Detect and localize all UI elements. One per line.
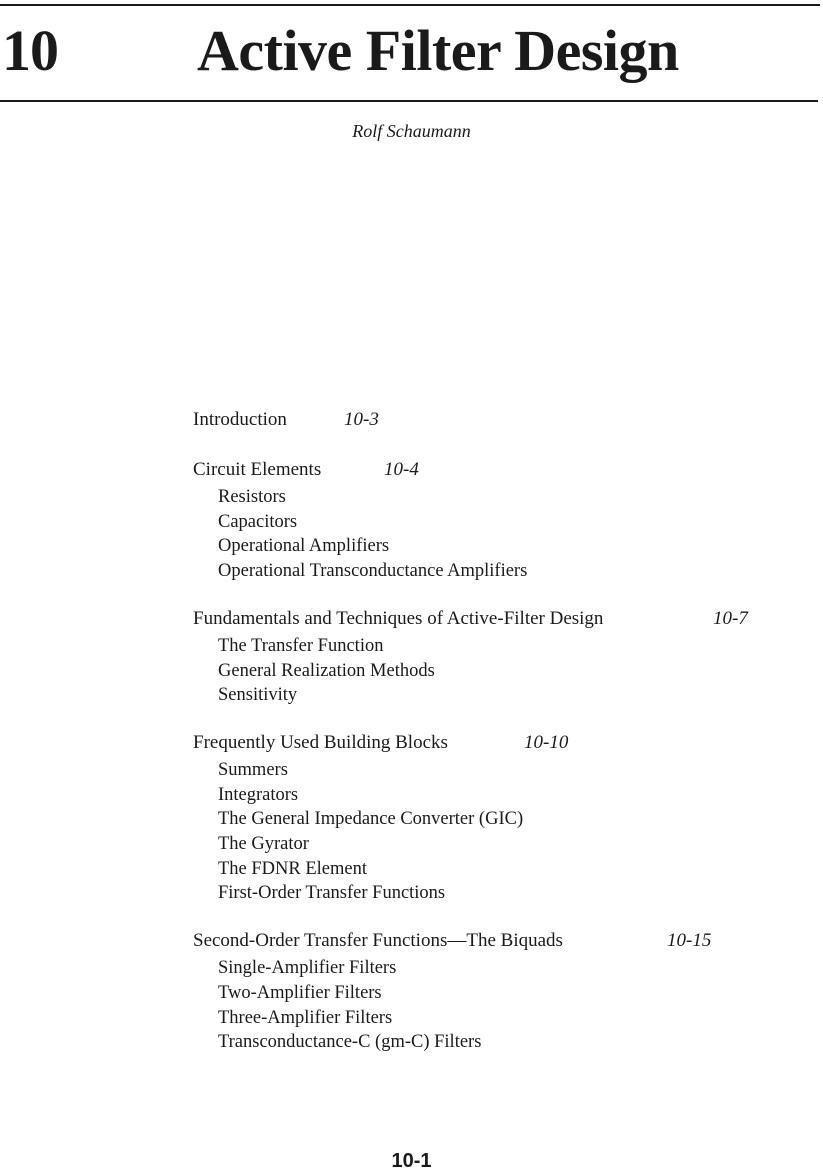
toc-subsection: Summers (218, 759, 288, 780)
toc-section-title: Frequently Used Building Blocks (193, 731, 448, 753)
toc-subsection: The FDNR Element (218, 858, 368, 879)
toc-section (193, 459, 793, 584)
toc-section (193, 732, 793, 906)
toc-section-heading (193, 409, 793, 435)
chapter-title: Active Filter Design (197, 18, 679, 83)
toc-section (193, 608, 793, 708)
toc-subsection: Operational Amplifiers (218, 536, 390, 557)
toc-section-title: Circuit Elements (193, 459, 322, 480)
toc-subsection: The General Impedance Converter (GIC) (218, 809, 524, 830)
toc-section-title: Fundamentals and Techniques of Active-Filter Design (193, 607, 604, 629)
toc-section-heading (193, 608, 793, 634)
page-number: 10-1 (391, 1150, 432, 1172)
toc-section-page: 10-15 (667, 930, 712, 952)
author-name: Rolf Schaumann (352, 121, 471, 141)
toc-subsection: Sensitivity (218, 685, 298, 706)
toc-section-page: 10-3 (344, 409, 379, 430)
toc-section (193, 930, 793, 1055)
toc-subsection: Resistors (218, 487, 286, 507)
toc-section-heading (193, 930, 793, 956)
bottom-rule (0, 100, 818, 102)
toc-section-page: 10-10 (524, 731, 569, 753)
toc-subsection: Three-Amplifier Filters (218, 1007, 393, 1028)
toc-subsection: Capacitors (218, 511, 298, 532)
chapter-number: 10 (2, 18, 58, 83)
toc-subsection: The Transfer Function (218, 635, 384, 656)
toc-section-heading (193, 732, 793, 758)
toc-subsection: Single-Amplifier Filters (218, 958, 397, 979)
toc-subsection: The Gyrator (218, 834, 309, 855)
toc-subsection: Two-Amplifier Filters (218, 982, 382, 1003)
toc-section-page: 10-4 (384, 459, 419, 480)
toc-subsection: General Realization Methods (218, 660, 435, 681)
toc-subsection: Transconductance-C (gm-C) Filters (218, 1032, 482, 1053)
toc-section-heading (193, 459, 793, 485)
top-rule (0, 4, 820, 6)
toc-subsection: First-Order Transfer Functions (218, 883, 446, 904)
toc-subsection: Integrators (218, 784, 299, 805)
toc-section (193, 409, 793, 435)
table-of-contents (193, 409, 793, 1079)
toc-section-page: 10-7 (713, 607, 748, 629)
toc-section-title: Second-Order Transfer Functions—The Biquads (193, 930, 563, 952)
toc-subsection: Operational Transconductance Amplifiers (218, 561, 528, 582)
toc-section-title: Introduction (193, 409, 287, 430)
